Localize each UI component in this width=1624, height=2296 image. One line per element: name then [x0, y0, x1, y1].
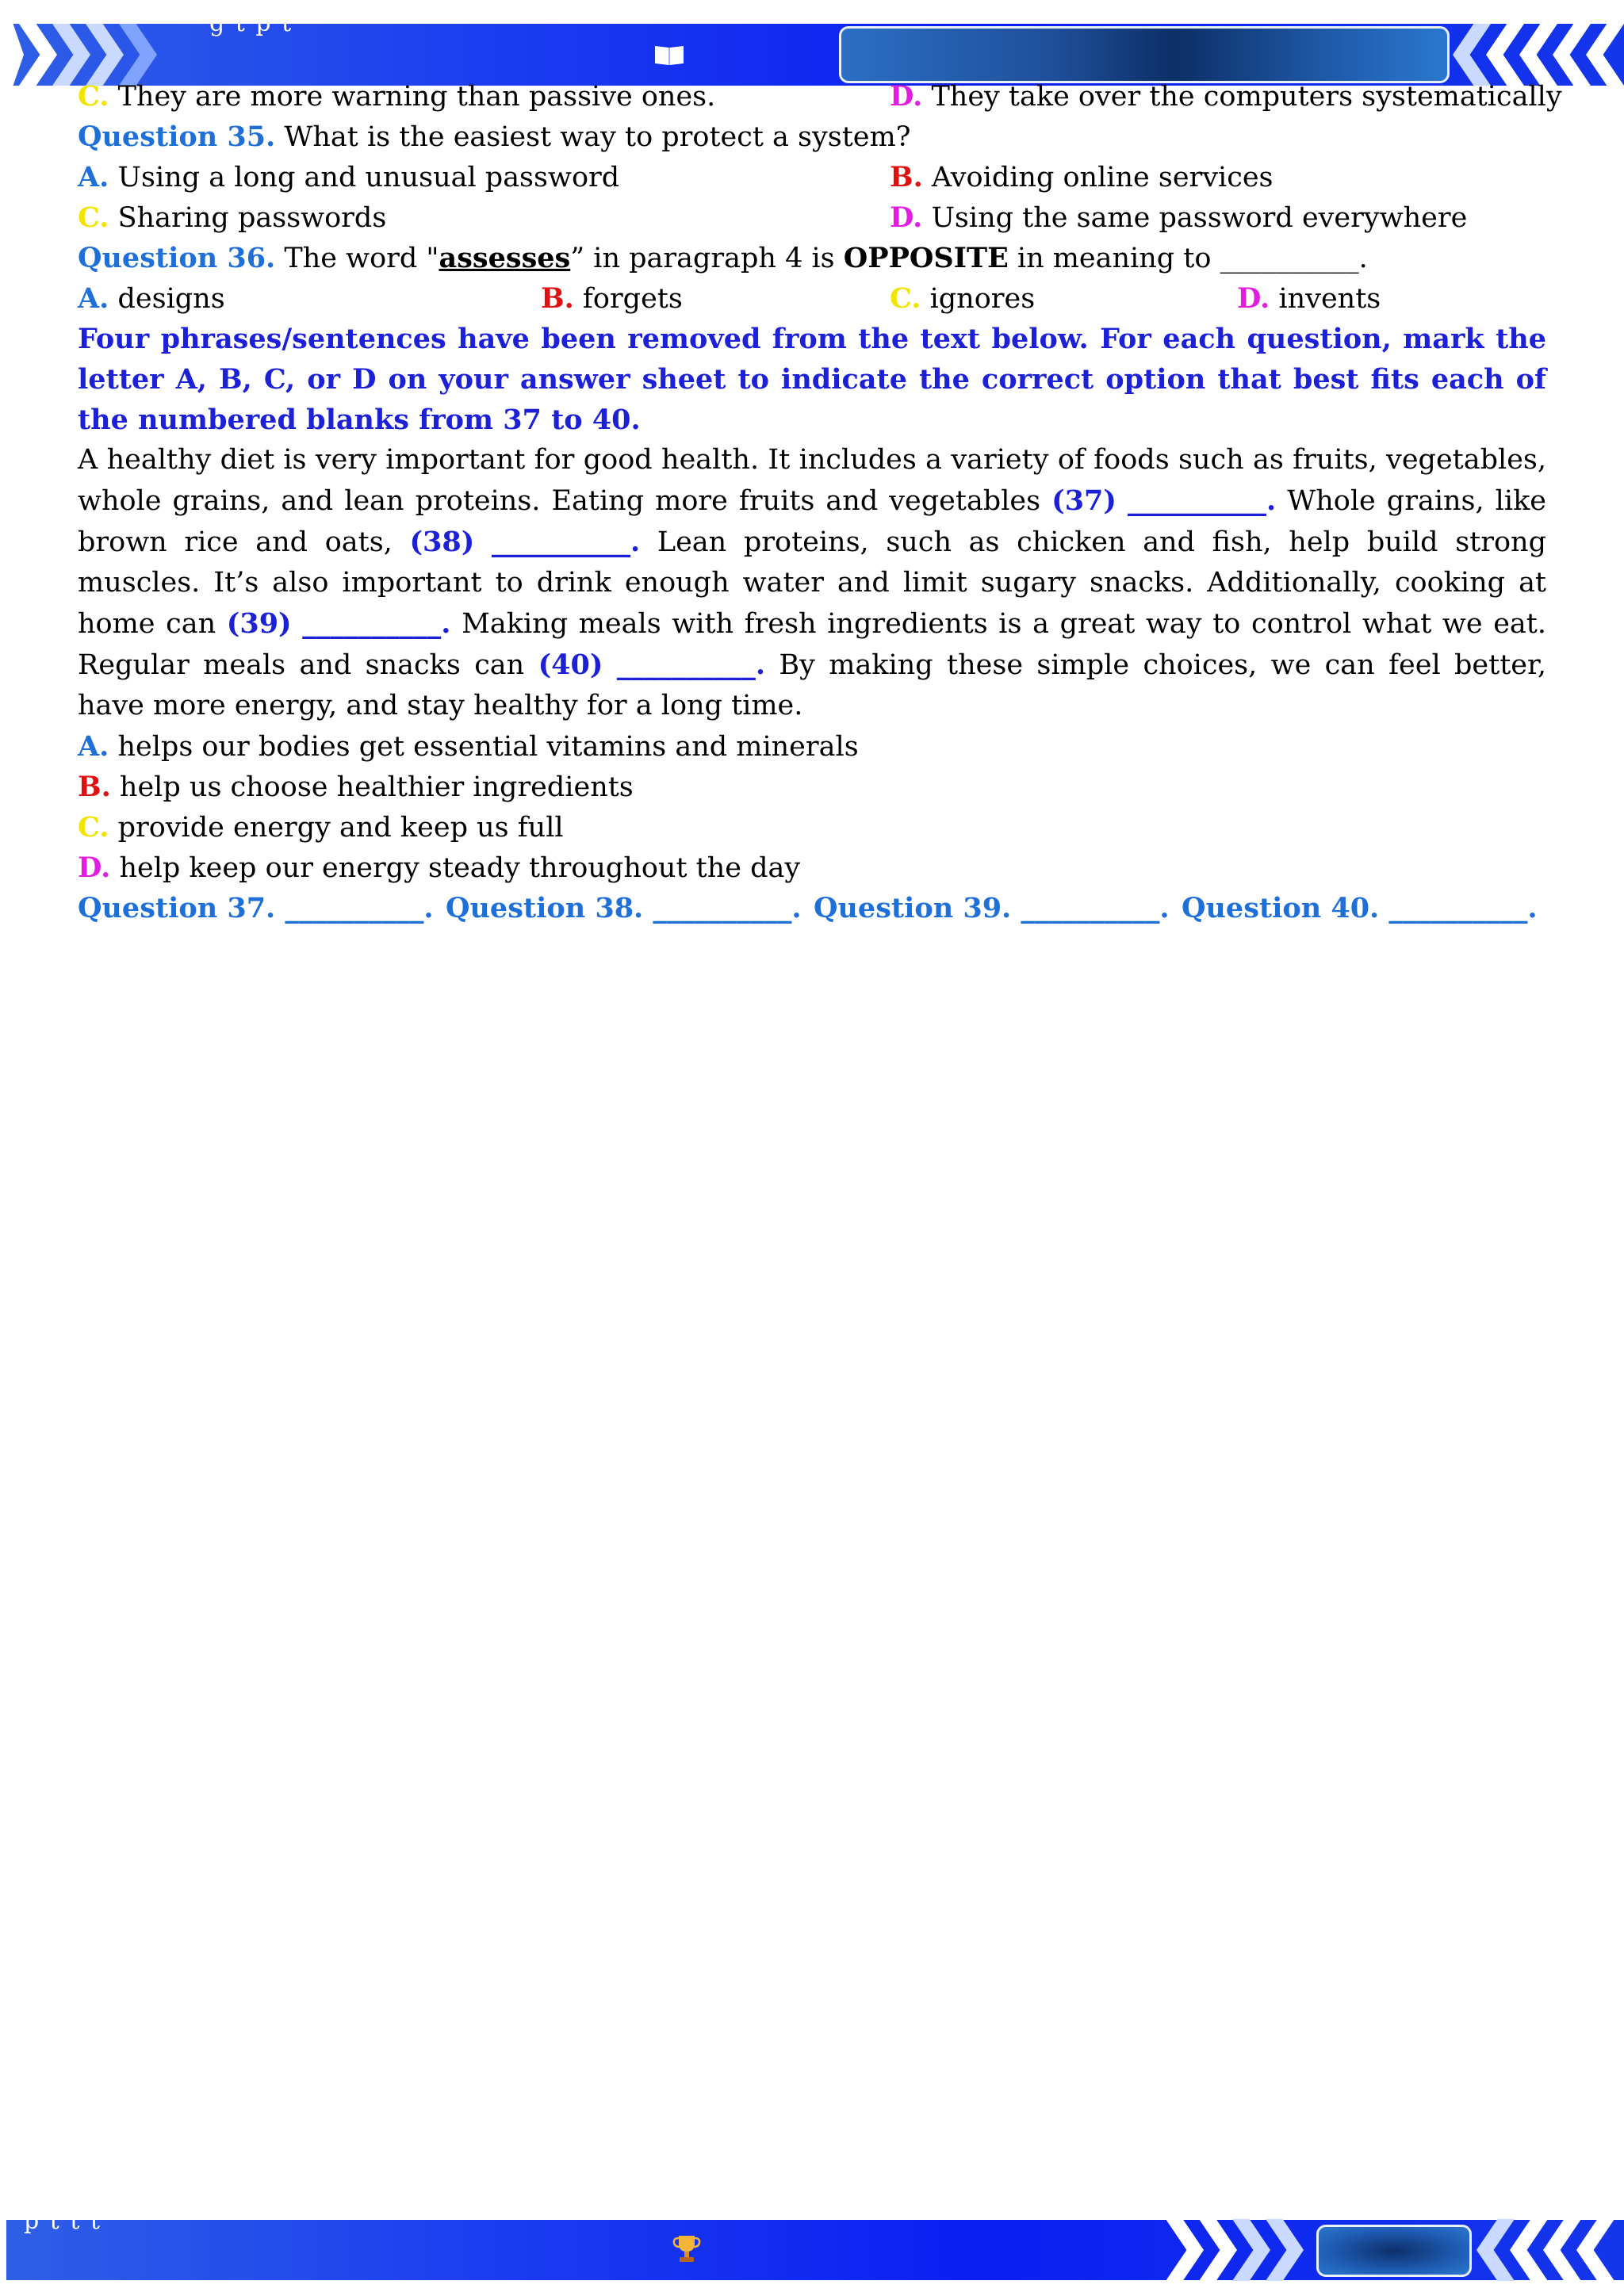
footer-band	[0, 2207, 1624, 2280]
choice-c[interactable]: C. provide energy and keep us full	[78, 811, 564, 844]
q35-option-a[interactable]: A. Using a long and unusual password	[78, 161, 620, 193]
reading-passage: A healthy diet is very important for good health. It includes a variety of foods such as fruits, vegetables, whole grains, and lean proteins. Eating more fruits and vegetables (37) __________. Whole grains, like brown rice and oats, (38) __________. Lean proteins, such as chicken and fish, help build strong muscles. It’s also important to drink enough water and limit sugary snacks. Additionally, cooking at home can (39) __________. Making meals with fresh ingredients is a great way to control what we eat. Regular meals and snacks can (40) __________. By making these simple choices, we can feel better, have more energy, and stay healthy for a long time.	[78, 444, 1546, 721]
header-search-bar[interactable]	[839, 26, 1450, 83]
chevron-right-icon	[1199, 2219, 1237, 2281]
footer-clipped-text: p t t t	[24, 2207, 102, 2235]
answer-39[interactable]: Question 39. __________.	[814, 892, 1170, 924]
q35-option-b[interactable]: B. Avoiding online services	[890, 161, 1274, 193]
open-book-icon	[653, 43, 685, 67]
choice-d[interactable]: D. help keep our energy steady throughout the day	[78, 851, 801, 884]
chevron-right-icon	[0, 24, 24, 86]
chevron-left-icon	[1543, 2219, 1581, 2281]
chevron-left-icon	[1510, 2219, 1548, 2281]
blank-38-number: (38)	[409, 526, 475, 558]
question-text: What is the easiest way to protect a system?	[284, 121, 911, 153]
blank-39-number: (39)	[226, 607, 292, 640]
q36-stem: Question 36. The word "assesses” in paragraph 4 is OPPOSITE in meaning to __________.	[78, 242, 1368, 274]
q36-option-b[interactable]: B. forgets	[541, 282, 683, 315]
question-number: Question 36.	[78, 242, 276, 274]
chevron-left-icon	[1477, 2219, 1515, 2281]
chevron-right-icon	[19, 24, 57, 86]
q35-stem	[78, 117, 1546, 157]
choice-a[interactable]: A. helps our bodies get essential vitamins and minerals	[78, 730, 859, 763]
blank-37-number: (37)	[1051, 484, 1116, 517]
chevron-left-icon	[1586, 24, 1624, 86]
section-instruction: Four phrases/sentences have been removed from the text below. For each question, mark the letter A, B, C, or D on your answer sheet to indicate the correct option that best fits each of the numbered blanks from 37 to 40.	[78, 323, 1546, 436]
answer-40[interactable]: Question 40. __________.	[1182, 892, 1538, 924]
chevron-left-icon	[1576, 2219, 1614, 2281]
blank-39[interactable]: __________.	[302, 607, 451, 640]
header-clipped-text: g t p t	[209, 10, 293, 37]
q36-option-c[interactable]: C. ignores	[890, 282, 1036, 315]
blank-40-number: (40)	[538, 649, 603, 681]
chevron-right-icon	[1266, 2219, 1304, 2281]
target-word: assesses	[439, 242, 571, 274]
q35-options-row-1	[78, 157, 1546, 197]
answer-row	[78, 888, 1546, 928]
question-number: Question 35.	[78, 121, 276, 153]
chevron-right-icon	[1166, 2219, 1204, 2281]
q34-option-d[interactable]: D. They take over the computers systematically	[890, 80, 1562, 113]
blank-38[interactable]: __________.	[492, 526, 641, 558]
trophy-icon	[671, 2233, 703, 2264]
choice-b[interactable]: B. help us choose healthier ingredients	[78, 771, 634, 803]
blank-37[interactable]: __________.	[1128, 484, 1277, 517]
q35-option-d[interactable]: D. Using the same password everywhere	[890, 201, 1468, 234]
document-content	[78, 76, 1562, 928]
footer-search-bar[interactable]	[1316, 2225, 1472, 2277]
q36-option-d[interactable]: D. invents	[1237, 282, 1381, 315]
blank-40[interactable]: __________.	[616, 649, 765, 681]
q36-option-a[interactable]: A. designs	[78, 282, 225, 315]
q36-options-row	[78, 278, 1546, 319]
q34-option-c[interactable]: C. They are more warning than passive ones.	[78, 80, 716, 113]
footer-mid-chevrons	[1166, 2219, 1299, 2281]
q34-options-row	[78, 76, 1562, 117]
footer-right-chevrons	[1477, 2219, 1610, 2281]
q35-option-c[interactable]: C. Sharing passwords	[78, 201, 387, 234]
q35-options-row-2	[78, 197, 1546, 238]
chevron-right-icon	[1232, 2219, 1270, 2281]
answer-38[interactable]: Question 38. __________.	[446, 892, 802, 924]
footer-left-edge	[0, 2220, 6, 2280]
answer-37[interactable]: Question 37. __________.	[78, 892, 434, 924]
